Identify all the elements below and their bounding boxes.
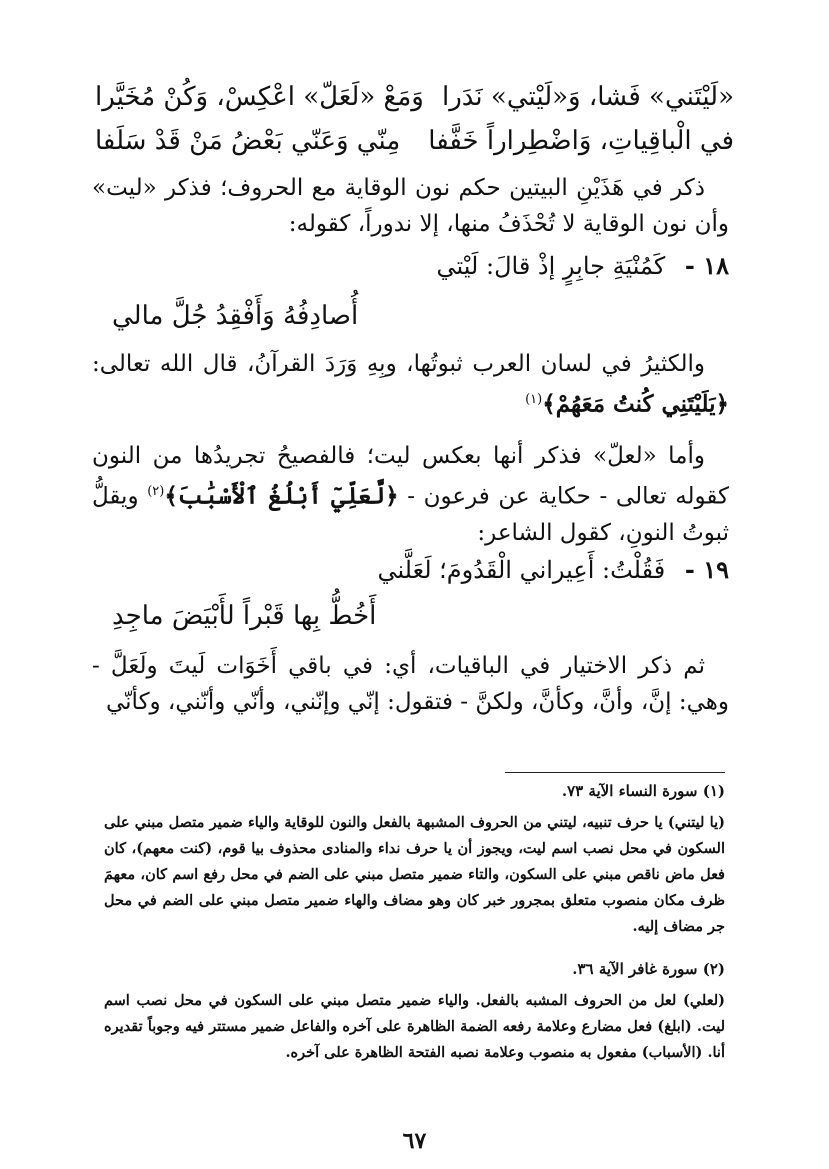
paragraph-explanation-3 bbox=[92, 438, 729, 551]
paragraph-explanation-1: ذكر في هَذَيْنِ البيتين حكم نون الوقاية مع الحروف؛ فذكر «ليت» وأن نون الوقاية لا تُحْذَفُ منها، إلا ندوراً، كقوله: bbox=[92, 175, 729, 237]
quran-verse-1: ﴿يَلَيْتَنِي كُنتُ مَعَهُمْ﴾ bbox=[542, 390, 729, 418]
verse-1-left-hemistich: وَمَعْ «لَعَلّ» اعْكِسْ، وَكُنْ مُخَيَّرا bbox=[95, 82, 424, 112]
footnote-ref-2: (٢) bbox=[147, 484, 165, 499]
paragraph-3-text-after: ويقلُّ ثبوتُ النونِ، كقول الشاعر: bbox=[92, 483, 729, 546]
footnote-2-reference: (٢) سورة غافر الآية ٣٦. bbox=[572, 960, 725, 978]
poem-19-first-line bbox=[92, 552, 729, 588]
footnote-2-text: (لعلي) لعل من الحروف المشبه بالفعل. والياء ضمير متصل مبني على السكون في محل نصب اسم ليت. (ابلغ) فعل مضارع وعلامة رفعه الضمة الظاهرة على آخره والفاعل ضمير مستتر فيه وجوباً تقديره أنا. (الأسباب) مفعول به منصوب وعلامة نصبه الفتحة الظاهرة على آخره. bbox=[104, 992, 725, 1061]
footnote-separator bbox=[505, 772, 725, 773]
poem-18-first-line bbox=[92, 248, 729, 284]
paragraph-explanation-4: ثم ذكر الاختيار في الباقيات، أي: في باقي أَخَوَات لَيتَ ولَعَلَّ - وهي: إنَّ، وأنَّ، وكأنَّ، ولكنَّ - فتقول: إنّي وإنّني، وأنّي وأنّني، وكأنّي bbox=[92, 653, 729, 715]
poem-18-second-hemistich: أُصادِفُهُ وَأَفْقِدُ جُلَّ مالي bbox=[112, 301, 359, 331]
paragraph-explanation-2 bbox=[92, 346, 729, 423]
footnote-ref-1: (١) bbox=[525, 392, 543, 407]
poem-19-second-hemistich: أَخُطُّ بِها قَبْراً لأَبْيَضَ ماجِدِ bbox=[112, 601, 377, 631]
verse-1-right-hemistich: «لَيْتَني» فَشا، وَ«لَيْتي» نَدَرا bbox=[442, 82, 734, 112]
footnote-1-text: (يا ليتني) يا حرف تنبيه، ليتني من الحروف المشبهة بالفعل والنون للوقاية والياء ضمير متصل مبني على السكون في محل نصب اسم ليت، ويجوز أن يا حرف نداء والمنادى محذوف بيا قوم، (كنت معهم)، كان فعل ماض ناقص مبني على السكون، والتاء ضمير متصل مبني على الضم في محل رفع اسم كان، معهمَ ظرف مكان منصوب متعلق بمجرور خبر كان وهو مضاف والهاء ضمير متصل مبني على الضم في محل جر مضاف إليه. bbox=[104, 814, 725, 935]
quran-verse-2: ﴿لَّعَلِّيٓ أَبْلُغُ ٱلْأَسْبَٰبَ﴾ bbox=[164, 482, 399, 510]
page-number: ٦٧ bbox=[402, 1128, 427, 1154]
verse-2-right-hemistich: في الْباقِياتِ، وَاضْطِراراً خَفَّفا bbox=[428, 126, 734, 156]
verse-line-1 bbox=[95, 80, 734, 114]
footnote-1-reference: (١) سورة النساء الآية ٧٣. bbox=[561, 782, 725, 800]
verse-line-2 bbox=[95, 124, 734, 158]
poem-19-first-hemistich: فَقُلْتُ: أَعِيراني الْقَدُومَ؛ لَعَلَّني bbox=[377, 556, 666, 584]
poem-18-number: ١٨ - bbox=[684, 251, 729, 280]
verse-2-left-hemistich: مِنّي وَعَنّي بَعْضُ مَنْ قَدْ سَلَفا bbox=[95, 126, 401, 156]
poem-19-number: ١٩ - bbox=[684, 555, 729, 584]
poem-18-first-hemistich: كَمُنْيَةِ جابِرٍ إذْ قالَ: لَيْتي bbox=[436, 252, 666, 280]
paragraph-3-text-before: وأما «لعلّ» فذكر أنها بعكس ليت؛ فالفصيحُ تجريدُها من النون كقوله تعالى - حكاية عن فرعون - bbox=[92, 443, 730, 510]
paragraph-2-text: والكثيرُ في لسان العرب ثبوتُها، وبِهِ وَرَدَ القرآنُ، قال الله تعالى: bbox=[92, 351, 705, 377]
